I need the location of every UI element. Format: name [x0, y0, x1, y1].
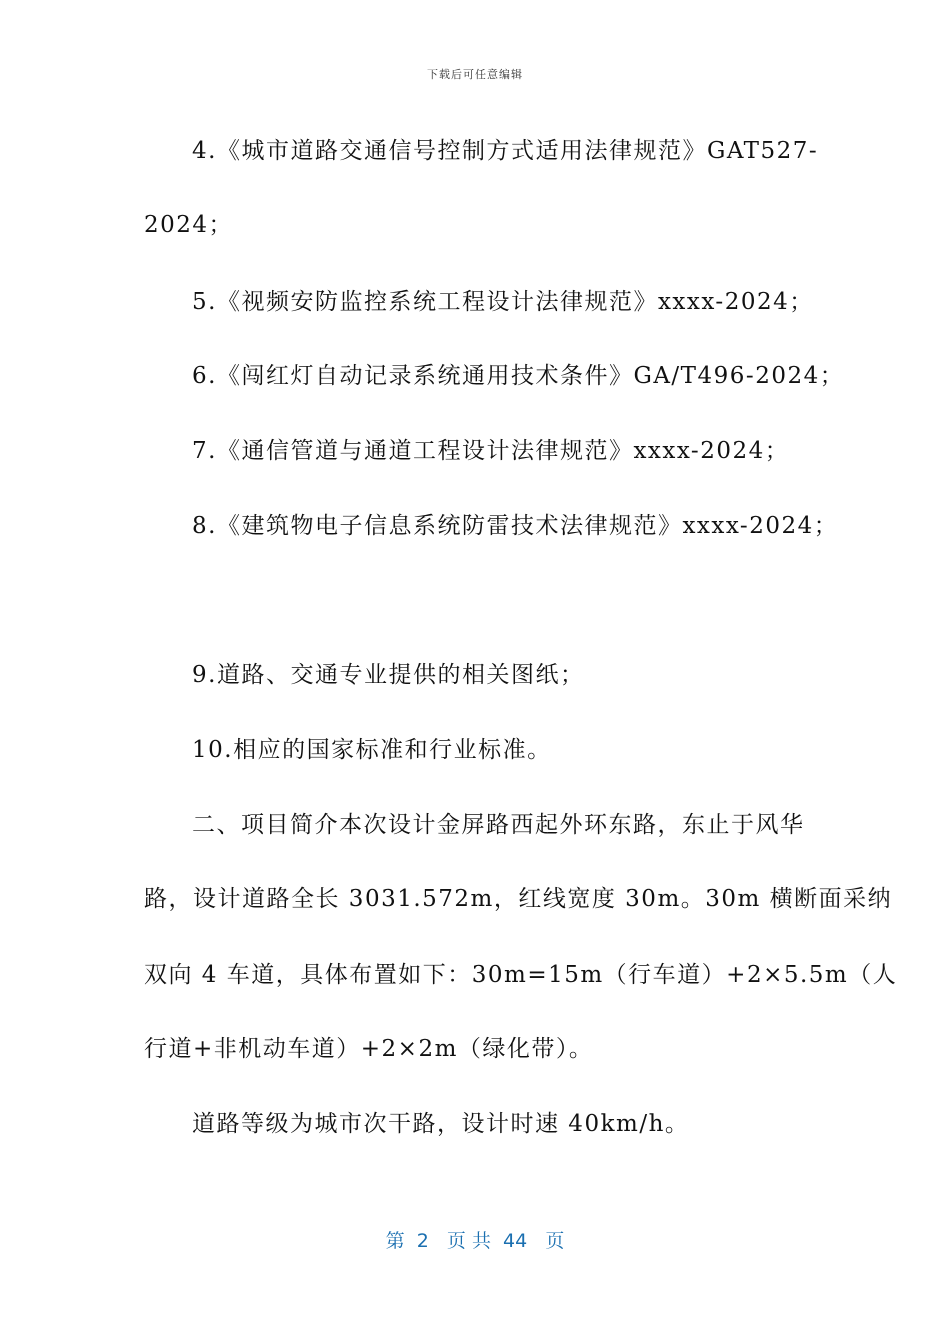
project-intro-line-4: 行道+非机动车道）+2×2m（绿化带）。	[144, 1036, 594, 1062]
project-intro-line-3: 双向 4 车道，具体布置如下：30m=15m（行车道）+2×5.5m（人	[144, 962, 898, 988]
reference-item-8: 8.《建筑物电子信息系统防雷技术法律规范》xxxx-2024；	[192, 513, 839, 539]
reference-item-10: 10.相应的国家标准和行业标准。	[192, 737, 552, 763]
reference-item-5: 5.《视频安防监控系统工程设计法律规范》xxxx-2024；	[192, 289, 814, 315]
page-header: 下载后可任意编辑	[427, 68, 523, 81]
reference-item-9: 9.道路、交通专业提供的相关图纸；	[192, 662, 585, 688]
page-footer: 第 2 页 共 44 页	[385, 1230, 565, 1252]
reference-item-7: 7.《通信管道与通道工程设计法律规范》xxxx-2024；	[192, 438, 790, 464]
project-intro-line-1: 二、项目简介本次设计金屏路西起外环东路，东止于风华	[192, 812, 805, 838]
road-grade-line: 道路等级为城市次干路，设计时速 40km/h。	[192, 1111, 690, 1137]
reference-item-4: 4.《城市道路交通信号控制方式适用法律规范》GAT527-	[192, 138, 819, 164]
reference-item-6: 6.《闯红灯自动记录系统通用技术条件》GA/T496-2024；	[192, 363, 845, 389]
reference-item-4-continued: 2024；	[144, 212, 234, 238]
project-intro-line-2: 路，设计道路全长 3031.572m，红线宽度 30m。30m 横断面采纳	[144, 886, 893, 912]
